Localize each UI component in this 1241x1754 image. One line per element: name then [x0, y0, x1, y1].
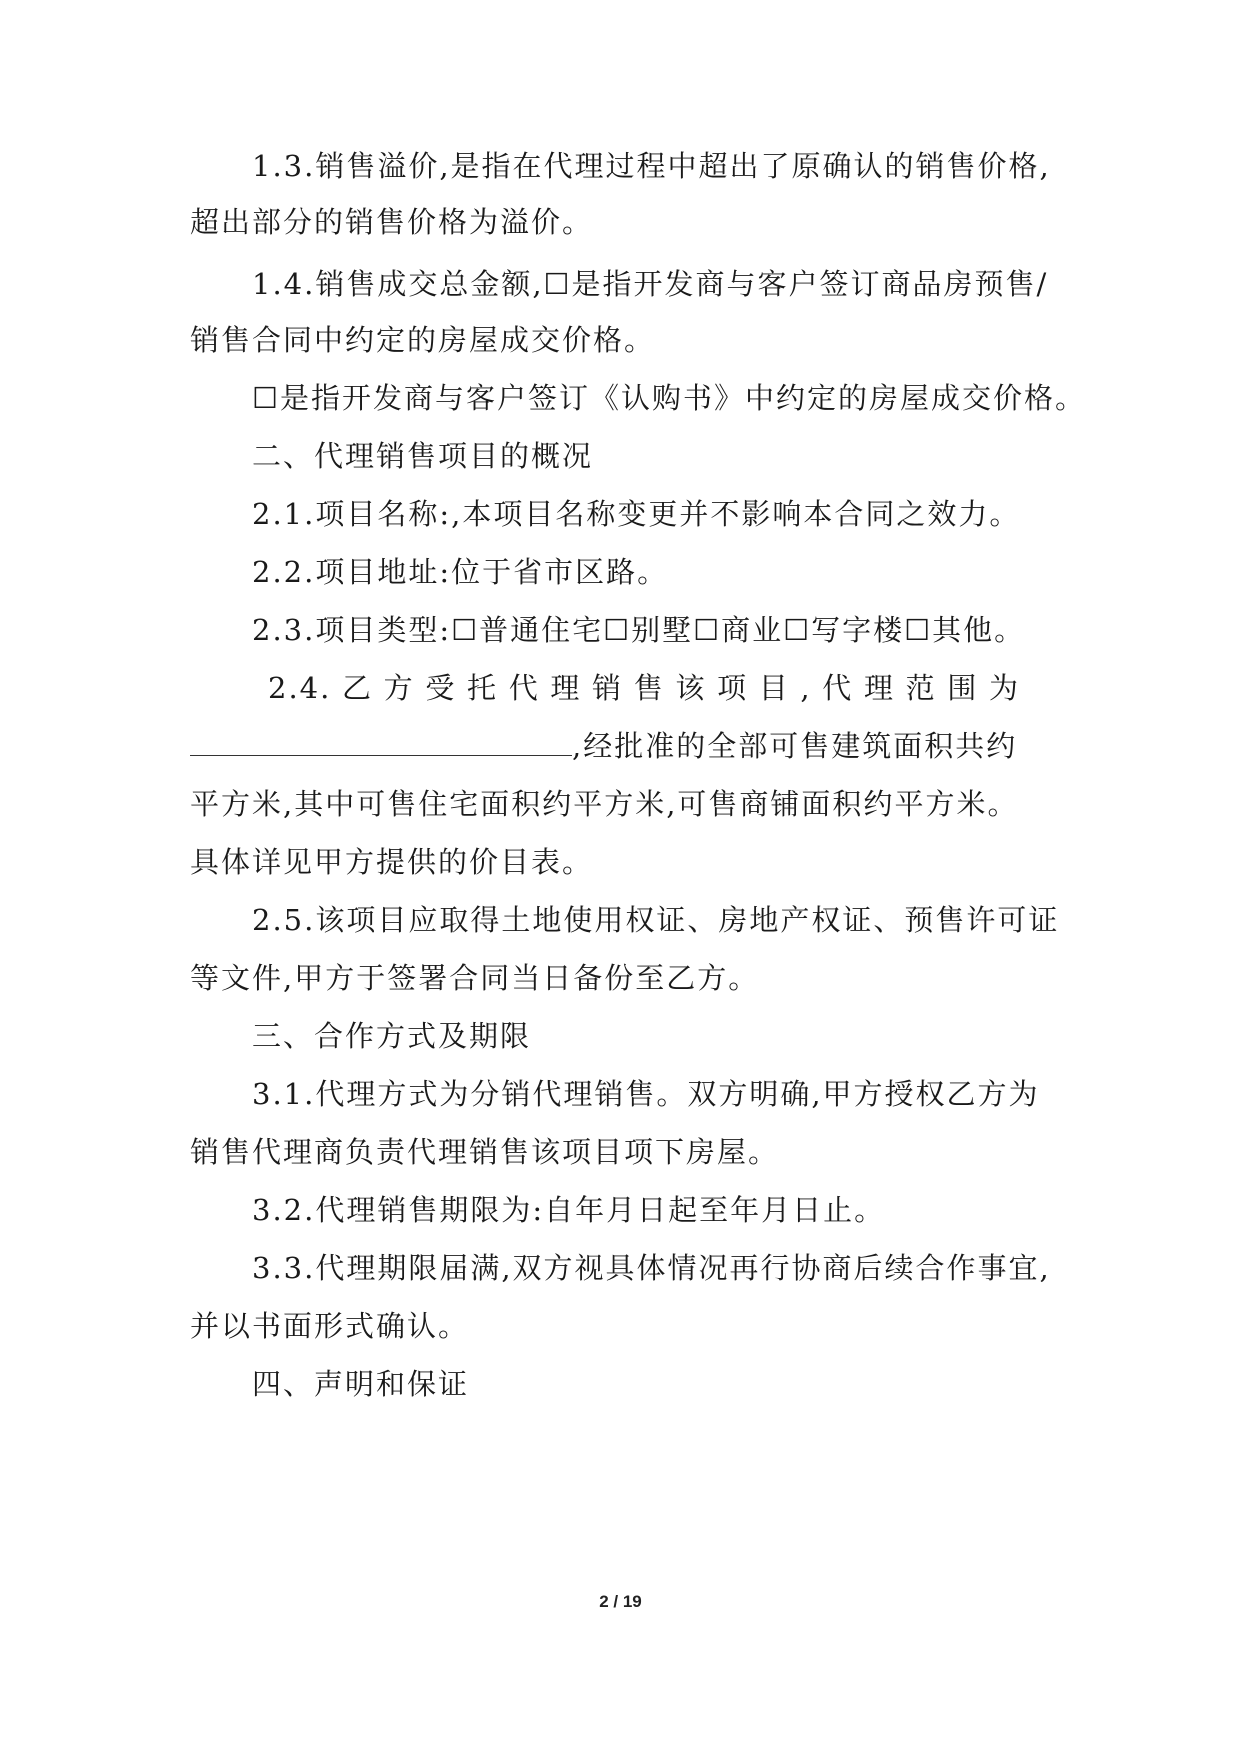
paragraph-3-2: 3.2.代理销售期限为:自年月日起至年月日止。: [252, 1193, 886, 1227]
paragraph-2-1: 2.1.项目名称:,本项目名称变更并不影响本合同之效力。: [252, 497, 1021, 531]
section-4-heading: 四、声明和保证: [252, 1367, 470, 1401]
paragraph-3-1-line-1: 3.1.代理方式为分销代理销售。双方明确,甲方授权乙方为: [252, 1077, 1040, 1111]
paragraph-1-3-line-2: 超出部分的销售价格为溢价。: [190, 205, 594, 239]
paragraph-1-3-line-1: 1.3.销售溢价,是指在代理过程中超出了原确认的销售价格,: [252, 149, 1051, 183]
paragraph-3-3-line-1: 3.3.代理期限届满,双方视具体情况再行协商后续合作事宜,: [252, 1251, 1051, 1285]
paragraph-2-5-line-2: 等文件,甲方于签署合同当日备份至乙方。: [190, 961, 760, 995]
agency-scope-blank: [190, 729, 572, 756]
paragraph-3-3-line-2: 并以书面形式确认。: [190, 1309, 470, 1343]
paragraph-2-4-line-3: 平方米,其中可售住宅面积约平方米,可售商铺面积约平方米。: [190, 787, 1019, 821]
paragraph-2-3: 2.3.项目类型:☐普通住宅☐别墅☐商业☐写字楼☐其他。: [252, 613, 1026, 647]
paragraph-2-4-line-4: 具体详见甲方提供的价目表。: [190, 845, 594, 879]
paragraph-1-4-line-1: 1.4.销售成交总金额,☐是指开发商与客户签订商品房预售/: [252, 267, 1049, 301]
paragraph-1-4-option-2: ☐是指开发商与客户签订《认购书》中约定的房屋成交价格。: [252, 381, 1086, 415]
paragraph-2-2: 2.2.项目地址:位于省市区路。: [252, 555, 669, 589]
paragraph-2-4-line-2: [190, 726, 1017, 766]
paragraph-3-1-line-2: 销售代理商负责代理销售该项目项下房屋。: [190, 1135, 780, 1169]
paragraph-1-4-line-2: 销售合同中约定的房屋成交价格。: [190, 323, 656, 357]
section-3-heading: 三、合作方式及期限: [252, 1019, 532, 1053]
paragraph-2-5-line-1: 2.5.该项目应取得土地使用权证、房地产权证、预售许可证: [252, 903, 1060, 937]
paragraph-2-4-line-1: 2.4.乙方受托代理销售该项目,代理范围为: [268, 671, 1020, 705]
page-number: 2 / 19: [599, 1592, 642, 1611]
paragraph-2-4-line-2-text: ,经批准的全部可售建筑面积共约: [572, 729, 1018, 763]
section-2-heading: 二、代理销售项目的概况: [252, 439, 594, 473]
